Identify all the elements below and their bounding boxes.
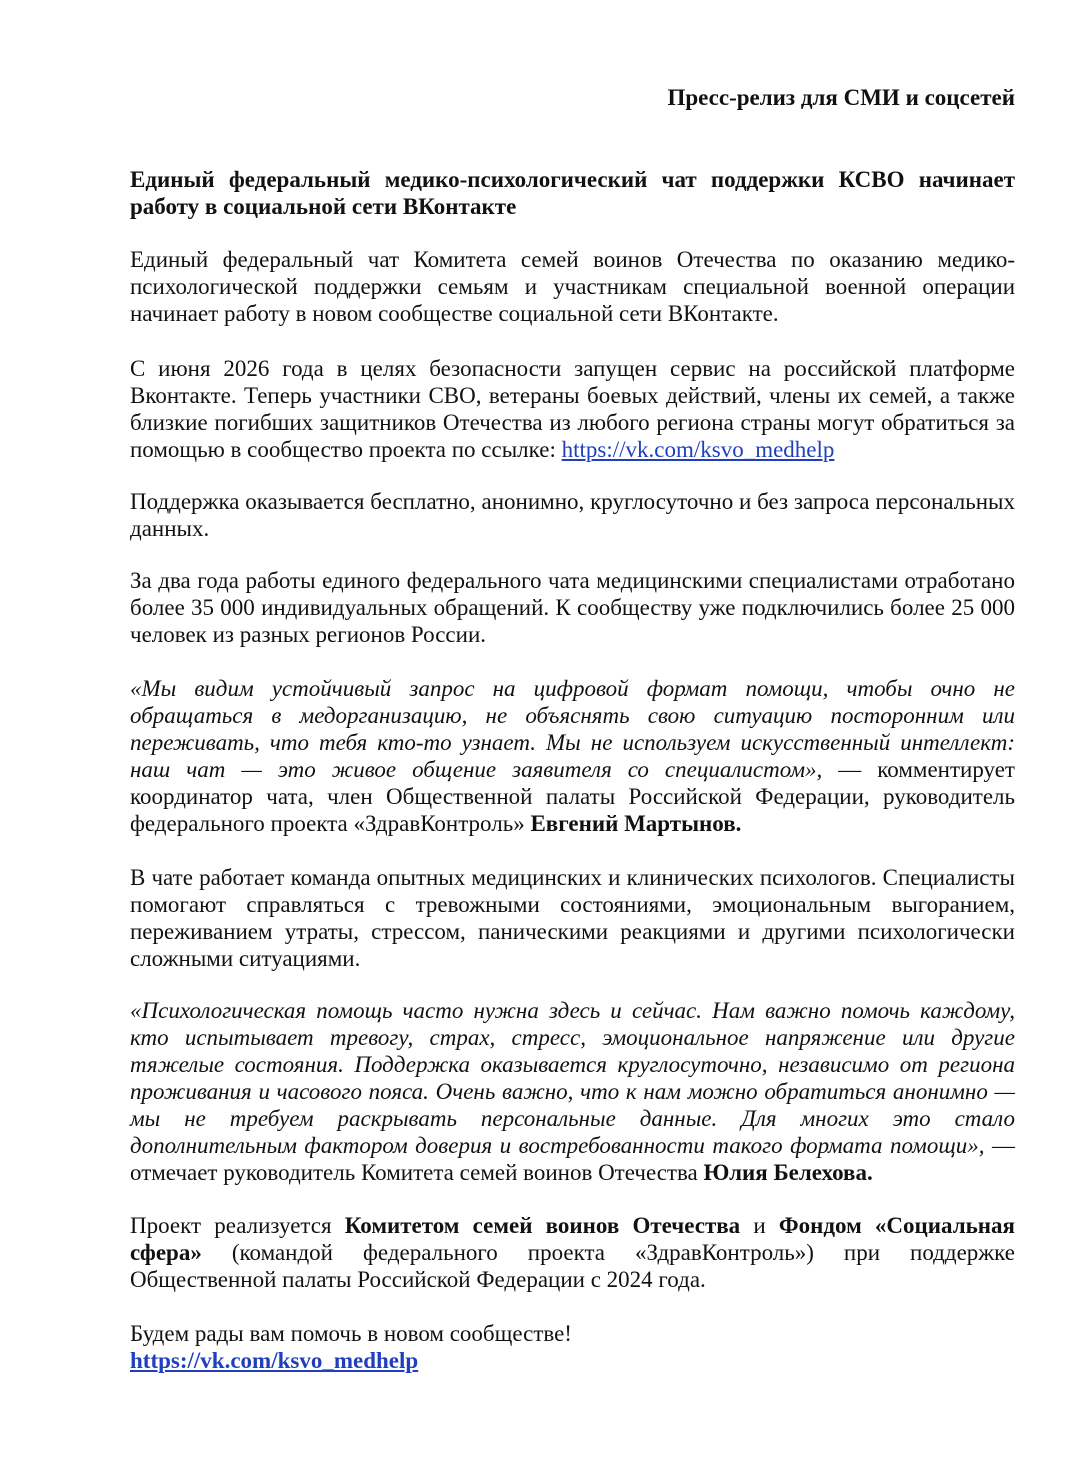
quote-belekhova-name: Юлия Белехова. bbox=[703, 1160, 873, 1185]
paragraph-launch bbox=[130, 355, 1015, 463]
quote-belekhova-attribution: — отмечает руководитель Комитета семей воинов Отечества bbox=[130, 1133, 1015, 1185]
paragraph-project bbox=[130, 1212, 1015, 1293]
document-label: Пресс-релиз для СМИ и соцсетей bbox=[667, 85, 1015, 110]
project-text-e: (командой федерального проекта «ЗдравКонтроль») при поддержке Общественной палаты Российской Федерации с 2024 года. bbox=[130, 1240, 1015, 1292]
quote-martynov bbox=[130, 675, 1015, 837]
closing-paragraph bbox=[130, 1320, 1015, 1374]
paragraph-team: В чате работает команда опытных медицинских и клинических психологов. Специалисты помогают справляться с тревожными состояниями, эмоциональным выгоранием, переживанием утраты, стрессом, паническими реакциями и другими психологически сложными ситуациями. bbox=[130, 865, 1015, 971]
quote-martynov-name: Евгений Мартынов. bbox=[530, 811, 742, 836]
project-fund-name: Фондом «Социальная сфера» bbox=[130, 1213, 1015, 1265]
paragraph-launch-text: С июня 2026 года в целях безопасности запущен сервис на российской платформе Вконтакте. Теперь участники СВО, ветераны боевых действий, члены их семей, а также близкие погибших защитников Отечества из любого региона страны могут обратиться за помощью в сообщество проекта по ссылке: bbox=[130, 356, 1015, 462]
paragraph-statistics: За два года работы единого федерального чата медицинскими специалистами отработано более 35 000 индивидуальных обращений. К сообществу уже подключились более 25 000 человек из разных регионов России. bbox=[130, 568, 1015, 647]
project-text-c: и bbox=[740, 1213, 779, 1238]
project-committee-name: Комитетом семей воинов Отечества bbox=[344, 1213, 741, 1238]
quote-martynov-text: «Мы видим устойчивый запрос на цифровой формат помощи, чтобы очно не обращаться в медорганизацию, не объяснять свою ситуацию посторонним или переживать, что тебя кто-то узнает. Мы не используем искусственный интеллект: наш чат — это живое общение заявителя со специалистом», bbox=[130, 676, 1015, 782]
closing-text: Будем рады вам помочь в новом сообществе! bbox=[130, 1321, 572, 1346]
paragraph-support-terms: Поддержка оказывается бесплатно, анонимно, круглосуточно и без запроса персональных данных. bbox=[130, 489, 1015, 541]
vk-community-link[interactable]: https://vk.com/ksvo_medhelp bbox=[561, 437, 835, 462]
final-vk-link[interactable]: https://vk.com/ksvo_medhelp bbox=[130, 1348, 419, 1373]
quote-belekhova-text: «Психологическая помощь часто нужна здесь и сейчас. Нам важно помочь каждому, кто испытывает тревогу, страх, стресс, эмоциональное напряжение или другие тяжелые состояния. Поддержка оказывается круглосуточно, независимо от региона проживания и часового пояса. Очень важно, что к нам можно обратиться анонимно — мы не требуем раскрывать персональные данные. Для многих это стало дополнительным фактором доверия и востребованности такого формата помощи», bbox=[130, 998, 1015, 1158]
quote-belekhova bbox=[130, 997, 1015, 1186]
paragraph-intro: Единый федеральный чат Комитета семей воинов Отечества по оказанию медико-психологической поддержки семьям и участникам специальной военной операции начинает работу в новом сообществе социальной сети ВКонтакте. bbox=[130, 247, 1015, 326]
quote-martynov-attribution: — комментирует координатор чата, член Общественной палаты Российской Федерации, руководитель федерального проекта «ЗдравКонтроль» bbox=[130, 757, 1015, 836]
project-text-a: Проект реализуется bbox=[130, 1213, 345, 1238]
document-title: Единый федеральный медико-психологический чат поддержки КСВО начинает работу в социальной сети ВКонтакте bbox=[130, 167, 1015, 219]
